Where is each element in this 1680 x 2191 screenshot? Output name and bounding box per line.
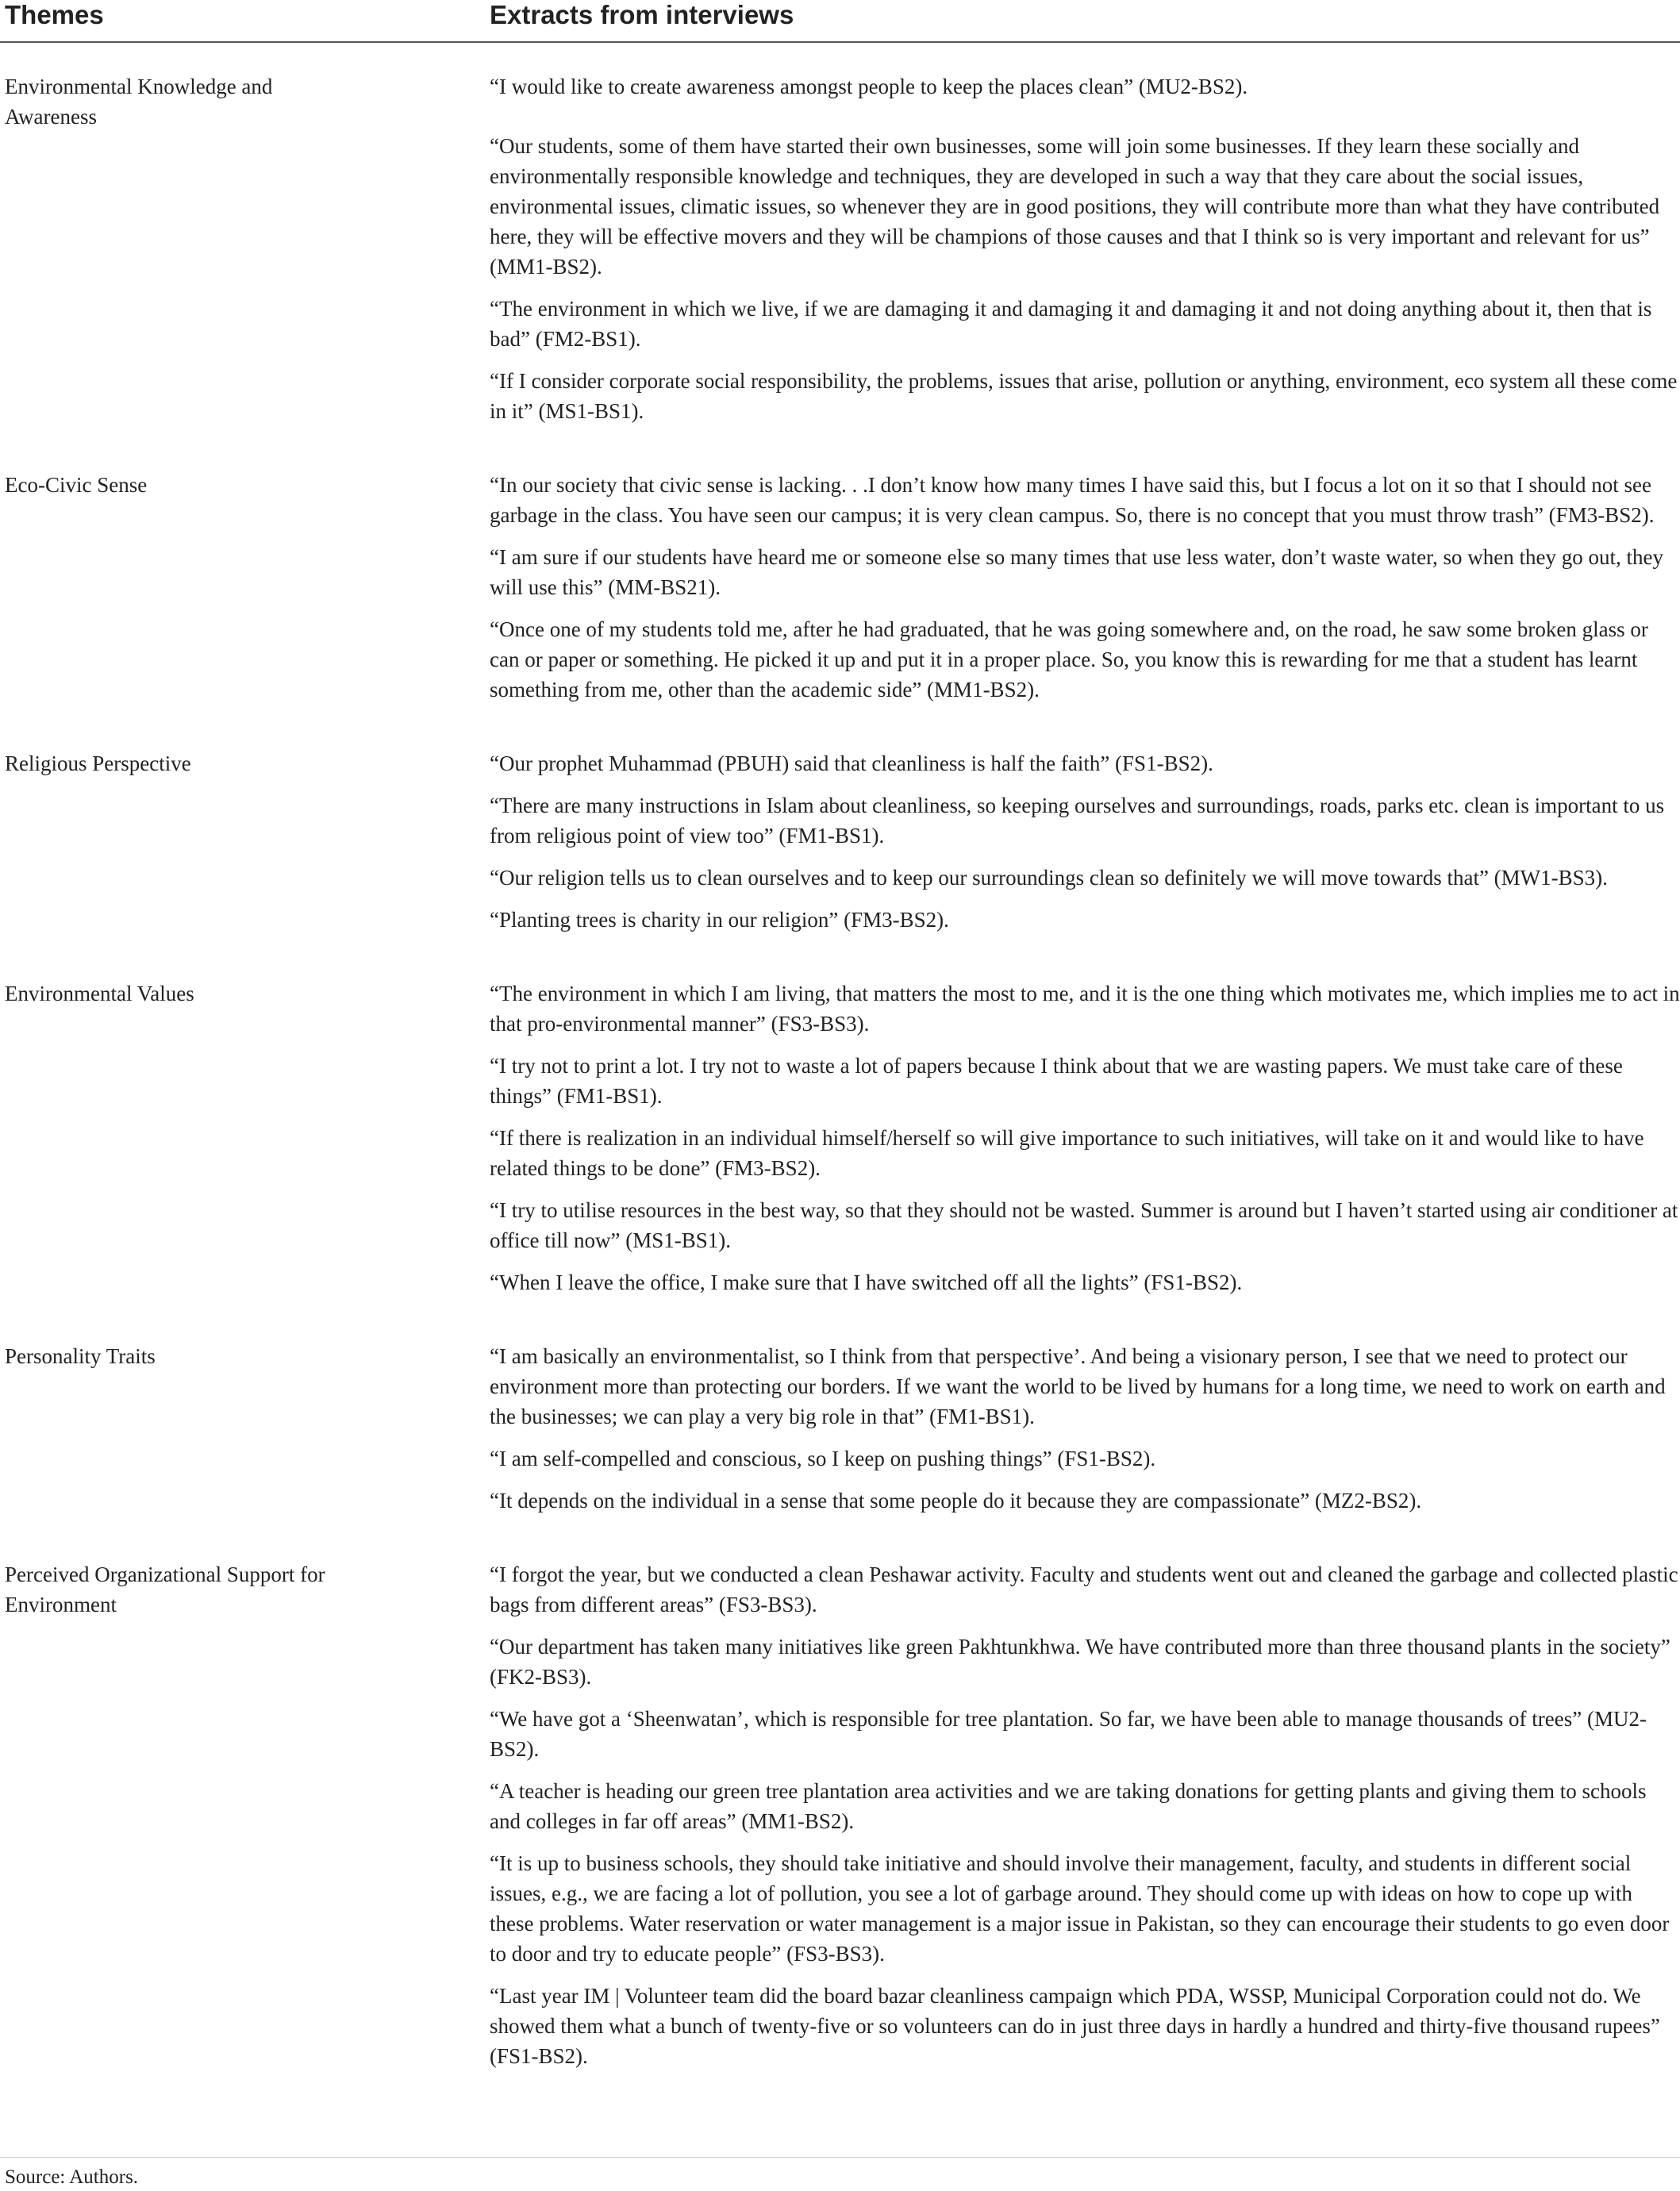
interview-extract: “A teacher is heading our green tree plantation area activities and we are taking donations for getting plants and giving them to schools and colleges in far off areas” (MM1-BS2).: [490, 1779, 1647, 1833]
interview-extract: “In our society that civic sense is lacking. . .I don’t know how many times I have said this, but I focus a lot on it so that I should not see garbage in the class. You have seen our campus; it is very clean campus. So, there is no concept that you must throw trash” (FM3-BS2).: [490, 473, 1655, 527]
interview-extract: “The environment in which I am living, that matters the most to me, and it is the one thing which motivates me, which implies me to act in that pro-environmental manner” (FS3-BS3).: [490, 982, 1680, 1036]
extracts-cell: [490, 1545, 1680, 2071]
table-row: [0, 57, 1680, 455]
interview-extract: “If I consider corporate social responsibility, the problems, issues that arise, pollution or anything, environment, eco system all these come in it” (MS1-BS1).: [490, 369, 1678, 423]
interview-extract: “Our religion tells us to clean ourselves and to keep our surroundings clean so definitely we will move towards that” (MW1-BS3).: [490, 866, 1608, 890]
interview-extract: “There are many instructions in Islam about cleanliness, so keeping ourselves and surroundings, roads, parks etc. clean is important to us from religious point of view too” (FM1-BS1).: [490, 794, 1665, 848]
interview-extract: “The environment in which we live, if we are damaging it and damaging it and damaging it and not doing anything about it, then that is bad” (FM2-BS1).: [490, 297, 1652, 351]
interview-extract: “I would like to create awareness amongst people to keep the places clean” (MU2-BS2).: [490, 75, 1248, 98]
table-row: [0, 734, 1680, 964]
interview-extract: “I forgot the year, but we conducted a clean Peshawar activity. Faculty and students went out and cleaned the garbage and collected plastic bags from different areas” (FS3-BS3).: [490, 1563, 1678, 1616]
table-row: [0, 1545, 1680, 2071]
theme-cell: Environmental Values: [5, 982, 194, 1005]
interview-extract: “Our students, some of them have started their own businesses, some will join some businesses. If they learn these socially and environmentally responsible knowledge and techniques, they are developed in such a way that they care about the social issues, environmental issues, climatic issues, so whenever they are in good positions, they will contribute more than what they have contributed here, they will be effective movers and they will be champions of those causes and that I think so is very important and relevant for us” (MM1-BS2).: [490, 134, 1660, 279]
interview-extract: “Last year IM | Volunteer team did the board bazar cleanliness campaign which PDA, WSSP, Municipal Corporation could not do. We showed them what a bunch of twenty-five or so volunteers can do in just three days in hardly a hundred and thirty-five thousand rupees” (FS1-BS2).: [490, 1984, 1660, 2068]
interview-extract: “Planting trees is charity in our religion” (FM3-BS2).: [490, 908, 949, 932]
interview-extract: “Once one of my students told me, after he had graduated, that he was going somewhere and, on the road, he saw some broken glass or can or paper or something. He picked it up and put it in a proper place. So, you know this is rewarding for me that a student has learnt something from me, other than the academic side” (MM1-BS2).: [490, 617, 1648, 702]
table-row: [0, 964, 1680, 1327]
interview-extract: “When I leave the office, I make sure that I have switched off all the lights” (FS1-BS2).: [490, 1270, 1243, 1294]
table-bottom-rule: [0, 2157, 1680, 2158]
interview-extract: “I try not to print a lot. I try not to waste a lot of papers because I think about that we are wasting papers. We must take care of these things” (FM1-BS1).: [490, 1054, 1623, 1108]
themes-column-header: Themes: [5, 0, 104, 29]
theme-cell: Personality Traits: [5, 1344, 156, 1368]
extracts-cell: [490, 734, 1680, 935]
interview-extract: “I am basically an environmentalist, so I think from that perspective’. And being a visionary person, I see that we need to protect our environment more than protecting our borders. If we want the world to be lived by humans for a long time, we need to work on earth and the businesses; we can play a very big role in that” (FM1-BS1).: [490, 1344, 1666, 1428]
table-row: [0, 455, 1680, 734]
table-row: [0, 1327, 1680, 1545]
interview-extract: “Our department has taken many initiatives like green Pakhtunkhwa. We have contributed more than three thousand plants in the society” (FK2-BS3).: [490, 1635, 1670, 1689]
extracts-cell: [490, 1327, 1680, 1516]
extracts-cell: [490, 964, 1680, 1297]
extracts-column-header: Extracts from interviews: [490, 0, 794, 29]
theme-cell: Religious Perspective: [5, 751, 191, 775]
extracts-cell: [490, 455, 1680, 705]
theme-cell: Environmental Knowledge and Awareness: [5, 75, 273, 129]
table-body: [0, 57, 1680, 2083]
interview-extract: “I am sure if our students have heard me or someone else so many times that use less water, don’t waste water, so when they go out, they will use this” (MM-BS21).: [490, 545, 1663, 599]
interview-extract: “I am self-compelled and conscious, so I keep on pushing things” (FS1-BS2).: [490, 1447, 1156, 1470]
interview-extract: “Our prophet Muhammad (PBUH) said that cleanliness is half the faith” (FS1-BS2).: [490, 751, 1213, 775]
theme-cell: Perceived Organizational Support for Environment: [5, 1563, 325, 1616]
extracts-cell: [490, 57, 1680, 426]
interview-extract: “It is up to business schools, they should take initiative and should involve their management, faculty, and students in different social issues, e.g., we are facing a lot of pollution, you see a lot of garbage around. They should come up with ideas on how to cope up with these problems. Water reservation or water management is a major issue in Pakistan, so they can encourage their students to go even door to door and try to educate people” (FS3-BS3).: [490, 1851, 1670, 1966]
interview-extract: “It depends on the individual in a sense that some people do it because they are compassionate” (MZ2-BS2).: [490, 1489, 1422, 1513]
table-header: [0, 0, 1680, 43]
theme-cell: Eco-Civic Sense: [5, 473, 148, 497]
interview-extract: “I try to utilise resources in the best way, so that they should not be wasted. Summer is around but I haven’t started using air conditioner at office till now” (MS1-BS1).: [490, 1198, 1678, 1252]
interview-extract: “If there is realization in an individual himself/herself so will give importance to such initiatives, will take on it and would like to have related things to be done” (FM3-BS2).: [490, 1126, 1644, 1180]
table-source-note: Source: Authors.: [5, 2166, 139, 2188]
interview-extract: “We have got a ‘Sheenwatan’, which is responsible for tree plantation. So far, we have been able to manage thousands of trees” (MU2-BS2).: [490, 1707, 1647, 1761]
